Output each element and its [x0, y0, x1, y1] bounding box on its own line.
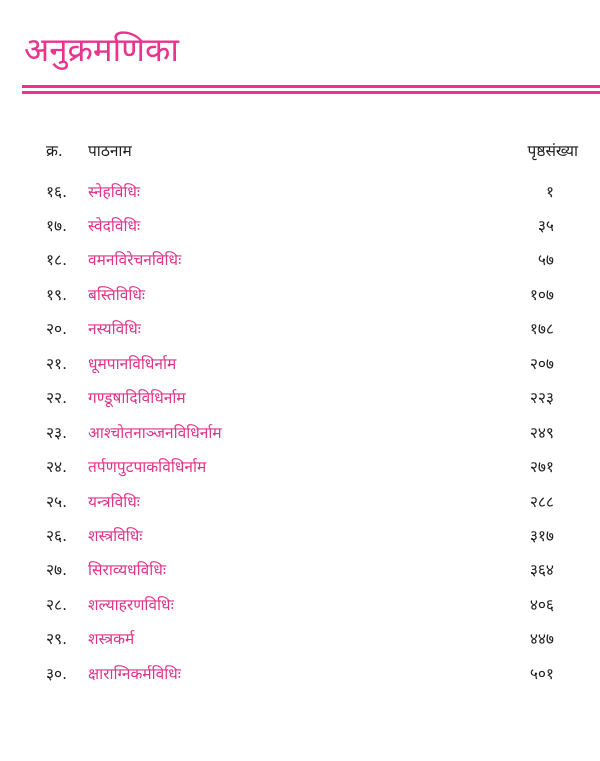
toc-row[interactable] [0, 280, 600, 310]
chapter-number: २७. [46, 561, 68, 579]
title-rule-bottom [22, 91, 600, 94]
chapter-page: २०७ [529, 355, 554, 373]
page-column-header: पृष्ठसंख्या [527, 142, 578, 160]
chapter-title[interactable]: वमनविरेचनविधिः [88, 251, 182, 269]
chapter-title[interactable]: यन्त्रविधिः [88, 493, 140, 511]
chapter-page: ३५ [537, 217, 554, 235]
page-title: अनुक्रमणिका [24, 30, 179, 69]
chapter-number: २१. [46, 355, 68, 373]
toc-row[interactable] [0, 314, 600, 344]
toc-row[interactable] [0, 624, 600, 654]
toc-row[interactable] [0, 211, 600, 241]
chapter-number: २२. [46, 389, 68, 407]
toc-row[interactable] [0, 659, 600, 689]
toc-row[interactable] [0, 349, 600, 379]
chapter-title[interactable]: स्वेदविधिः [88, 217, 141, 235]
toc-header [0, 136, 600, 166]
chapter-number: १६. [46, 183, 68, 201]
toc-row[interactable] [0, 383, 600, 413]
chapter-title[interactable]: शस्त्रविधिः [88, 527, 143, 545]
chapter-page: ४०६ [529, 596, 554, 614]
chapter-column-header: पाठनाम [88, 142, 132, 160]
chapter-title[interactable]: शस्त्रकर्म [88, 630, 135, 648]
chapter-title[interactable]: आश्चोतनाञ्जनविधिर्नाम [88, 424, 222, 442]
chapter-page: १७८ [529, 320, 554, 338]
chapter-title[interactable]: बस्तिविधिः [88, 286, 146, 304]
toc-row[interactable] [0, 245, 600, 275]
chapter-page: ४४७ [529, 630, 554, 648]
chapter-number: १८. [46, 251, 68, 269]
chapter-number: १७. [46, 217, 68, 235]
toc-row[interactable] [0, 418, 600, 448]
chapter-title[interactable]: शल्याहरणविधिः [88, 596, 174, 614]
chapter-page: ५७ [537, 251, 554, 269]
chapter-title[interactable]: क्षाराग्निकर्मविधिः [88, 665, 181, 683]
chapter-title[interactable]: सिराव्यधविधिः [88, 561, 166, 579]
chapter-number: ३०. [46, 665, 68, 683]
chapter-number: २६. [46, 527, 68, 545]
chapter-title[interactable]: नस्यविधिः [88, 320, 141, 338]
chapter-page: २७१ [529, 458, 554, 476]
chapter-page: ३६४ [529, 561, 554, 579]
toc-row[interactable] [0, 487, 600, 517]
chapter-page: २८८ [529, 493, 554, 511]
chapter-title[interactable]: गण्डूषादिविधिर्नाम [88, 389, 186, 407]
toc-row[interactable] [0, 177, 600, 207]
toc-row[interactable] [0, 555, 600, 585]
chapter-page: ५०१ [529, 665, 554, 683]
chapter-title[interactable]: स्नेहविधिः [88, 183, 141, 201]
chapter-title[interactable]: धूमपानविधिर्नाम [88, 355, 177, 373]
chapter-number: २०. [46, 320, 68, 338]
toc-row[interactable] [0, 521, 600, 551]
chapter-number: १९. [46, 286, 68, 304]
chapter-number: २४. [46, 458, 68, 476]
chapter-page: १०७ [529, 286, 554, 304]
chapter-number: २५. [46, 493, 68, 511]
chapter-number: २९. [46, 630, 68, 648]
chapter-page: २२३ [529, 389, 554, 407]
toc-row[interactable] [0, 590, 600, 620]
chapter-number: २३. [46, 424, 68, 442]
chapter-title[interactable]: तर्पणपुटपाकविधिर्नाम [88, 458, 207, 476]
number-column-header: क्र. [46, 142, 63, 160]
chapter-page: ३१७ [529, 527, 554, 545]
chapter-page: १ [545, 183, 554, 201]
title-rule-top [22, 85, 600, 88]
chapter-number: २८. [46, 596, 68, 614]
toc-row[interactable] [0, 452, 600, 482]
chapter-page: २४९ [529, 424, 554, 442]
